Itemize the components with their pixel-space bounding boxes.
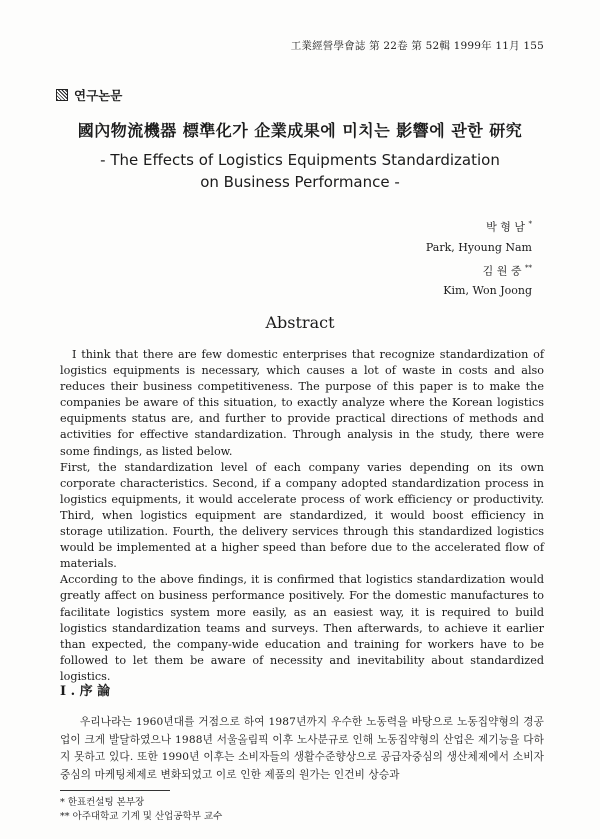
author-2-mark: ** xyxy=(525,263,532,272)
title-english-line-1: - The Effects of Logistics Equipments Standardization xyxy=(100,151,500,169)
abstract-heading: Abstract xyxy=(265,313,335,332)
author-2-english: Kim, Won Joong xyxy=(443,284,532,298)
running-header: 工業經營學會誌 第 22卷 第 52輯 1999年 11月 155 xyxy=(290,40,544,52)
abstract-paragraph-3: According to the above findings, it is confirmed that logistics standardization would greatly affect on business performance positively. For the domestic manufactures to facilitate logistics system more easily, as an easiest way, it is required to build logistics standardization teams and surveys. Then afterwards, to achieve it earlier than expected, the company-wide education and training for workers have to be followed to let them be aware of necessity and inevitability about standardized logistics. xyxy=(60,573,544,683)
abstract-body xyxy=(60,347,544,685)
section-tag xyxy=(56,86,122,104)
footnotes xyxy=(60,796,222,824)
hatched-square-icon xyxy=(56,89,68,101)
footnote-divider xyxy=(60,790,170,791)
title-english xyxy=(0,149,600,193)
abstract-paragraph-2: First, the standardization level of each company varies depending on its own corporate characteristics. Second, if a company adopted standardization process in logistics equipments, it would accelerate process of work efficiency or productivity. Third, when logistics equipment are standardized, it would boost efficiency in storage utilization. Fourth, the delivery services through this standardized logistics would be implemented at a higher speed than before due to the accelerated flow of materials. xyxy=(60,460,544,571)
footnote-2: ** 아주대학교 기계 및 산업공학부 교수 xyxy=(60,811,223,822)
section-heading-introduction: I . 序 論 xyxy=(60,684,111,699)
title-block xyxy=(0,118,600,193)
title-english-line-2: on Business Performance - xyxy=(200,173,400,191)
author-1-korean: 박 형 남 * xyxy=(486,220,532,234)
author-1-mark: * xyxy=(528,220,532,228)
section-tag-label: 연구논문 xyxy=(74,88,123,103)
footnote-1: * 한표컨설팅 본부장 xyxy=(60,797,145,808)
author-2-korean: 김 원 중 ** xyxy=(482,263,532,278)
author-block xyxy=(426,214,532,301)
introduction-paragraph: 우리나라는 1960년대를 거점으로 하여 1987년까지 우수한 노동력을 바탕으로 노동집약형의 경공업이 크게 발달하였으나 1988년 서울올림픽 이후 노사분규로 인해 노동집약형의 산업은 제기능을 다하지 못하고 있다. 또한 1990년 이후는 소비자들의 생활수준향상으로 공급자중심의 생산체제에서 소비자중심의 마케팅체제로 변화되었고 이로 인한 제품의 원가는 인건비 상승과 xyxy=(60,716,544,781)
title-korean: 國內物流機器 標準化가 企業成果에 미치는 影響에 관한 研究 xyxy=(77,121,523,140)
introduction-body xyxy=(60,714,544,784)
abstract-paragraph-1: I think that there are few domestic enterprises that recognize standardization of logistics equipments is necessary, which causes a lot of waste in costs and also reduces their business competitiveness. The purpose of this paper is to make the companies be aware of this situation, to exactly analyze where the Korean logistics equipments status are, and further to provide practical directions of methods and activities for effective standardization. Through analysis in the study, there were some findings, as listed below. xyxy=(60,348,544,458)
author-1-english: Park, Hyoung Nam xyxy=(425,240,532,254)
